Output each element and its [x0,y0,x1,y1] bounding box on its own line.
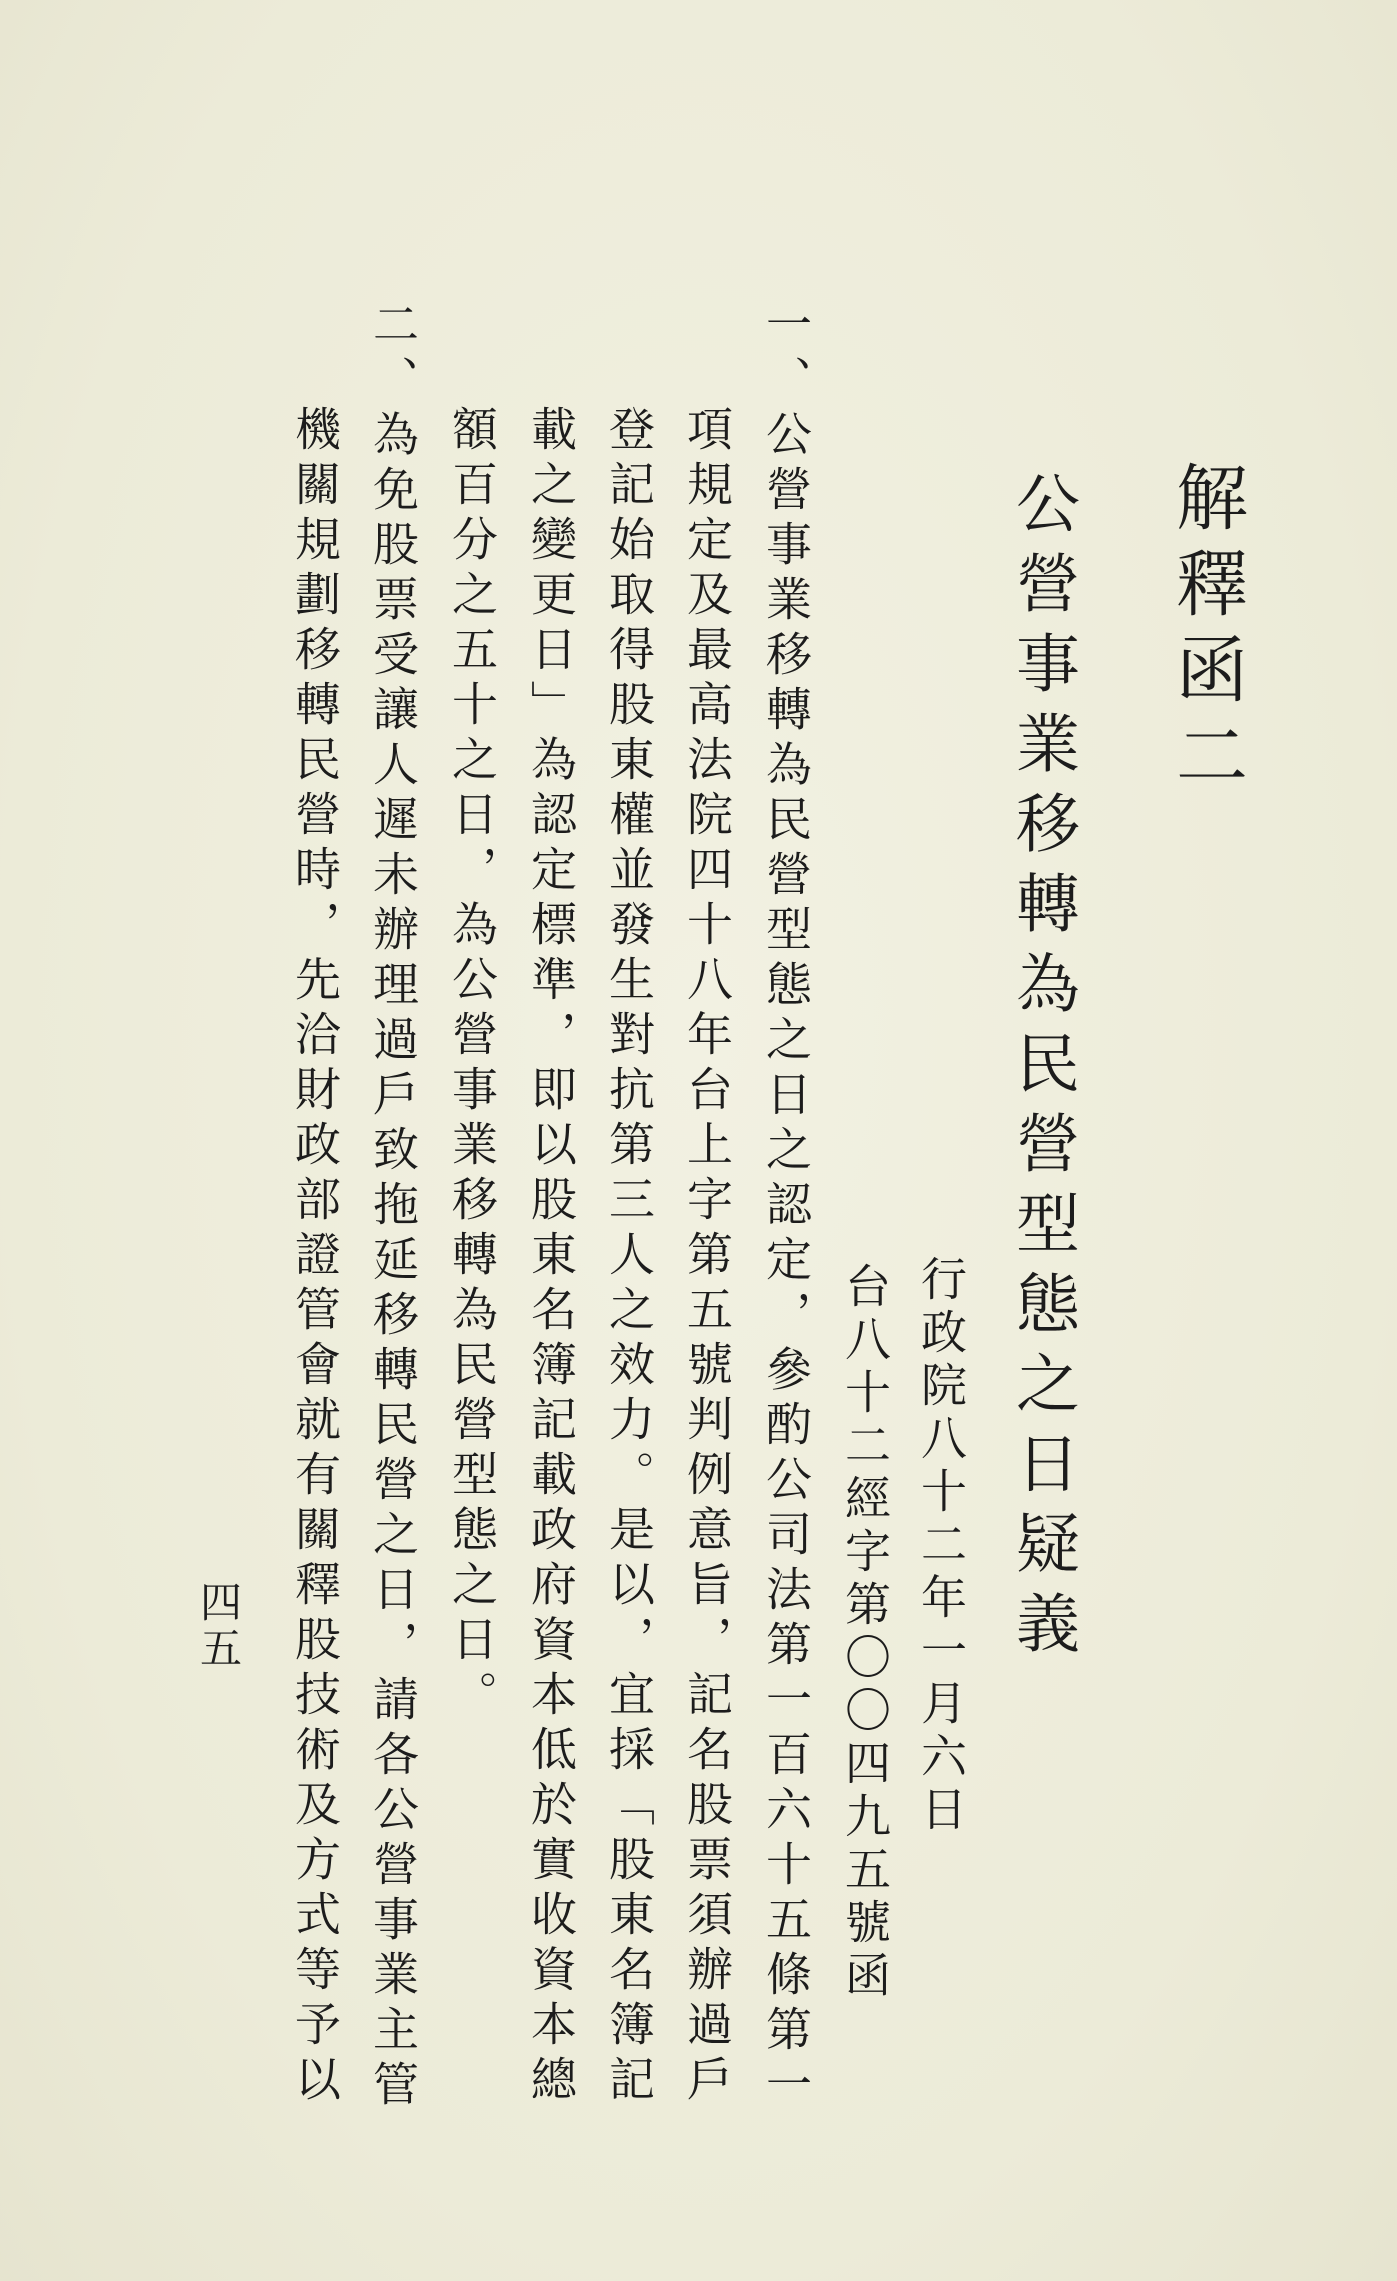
body-column-2: 項規定及最高法院四十八年台上字第五號判例意旨，記名股票須辦過戶 [680,405,734,2110]
page-number: 四五 [194,1580,243,1672]
page-title: 公營事業移轉為民營型態之日疑義 [1005,470,1079,1670]
body-column-4: 載之變更日」為認定標準，即以股東名簿記載政府資本低於實收資本總 [524,405,578,2110]
body-column-1: 一、公營事業移轉為民營型態之日之認定，參酌公司法第一百六十五條第一 [759,300,813,2115]
body-column-7: 機關規劃移轉民營時，先洽財政部證管會就有關釋股技術及方式等予以 [288,405,342,2110]
document-number: 台八十二經字第〇〇四九五號函 [838,1262,892,2004]
body-column-3: 登記始取得股東權並發生對抗第三人之效力。是以，宜採「股東名簿記 [602,405,656,2110]
body-column-5: 額百分之五十之日，為公營事業移轉為民營型態之日。 [445,405,499,1725]
body-column-6: 二、為免股票受讓人遲未辦理過戶致拖延移轉民營之日，請各公營事業主管 [366,300,420,2115]
issuer-date: 行政院八十二年一月六日 [914,1255,968,1838]
document-category: 解釋函二 [1164,460,1248,804]
